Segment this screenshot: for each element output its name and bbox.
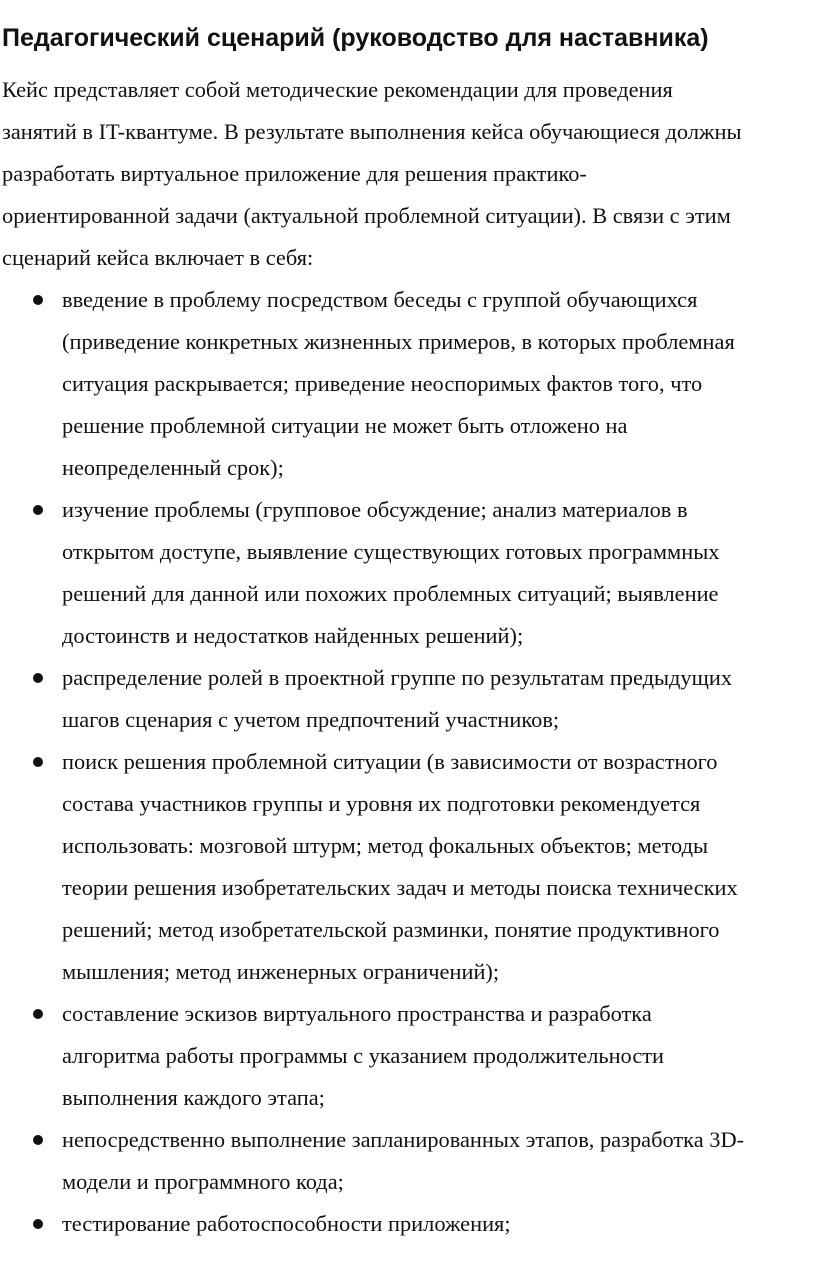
bullet-item-3 (2, 657, 816, 741)
intro-paragraph (2, 69, 816, 279)
intro-line: занятий в IT-квантуме. В результате выполнения кейса обучающиеся должны (2, 119, 742, 144)
bullet-line: использовать: мозговой штурм; метод фокальных объектов; методы (62, 833, 709, 858)
bullet-line: (приведение конкретных жизненных примеров, в которых проблемная (62, 329, 735, 354)
bullet-line: решение проблемной ситуации не может быть отложено на (62, 413, 628, 438)
bullet-line: распределение ролей в проектной группе по результатам предыдущих (62, 665, 733, 690)
bullet-dot-icon (33, 1135, 43, 1145)
bullet-line: открытом доступе, выявление существующих готовых программных (62, 539, 720, 564)
bullet-line: решений для данной или похожих проблемных ситуаций; выявление (62, 581, 719, 606)
bullet-dot-icon (33, 1219, 43, 1229)
bullet-dot-icon (33, 673, 43, 683)
bullet-line: теории решения изобретательских задач и методы поиска технических (62, 875, 738, 900)
bullet-line: поиск решения проблемной ситуации (в зависимости от возрастного (62, 749, 718, 774)
bullet-line: составление эскизов виртуального пространства и разработка (62, 1001, 652, 1026)
bullet-line: неопределенный срок); (62, 455, 284, 480)
document-heading: Педагогический сценарий (руководство для наставника) (2, 24, 709, 52)
bullet-line: модели и программного кода; (62, 1169, 344, 1194)
bullet-item-2 (2, 489, 816, 657)
bullet-line: непосредственно выполнение запланированных этапов, разработка 3D- (62, 1127, 745, 1152)
bullet-dot-icon (33, 1009, 43, 1019)
bullet-line: ситуация раскрывается; приведение неоспоримых фактов того, что (62, 371, 703, 396)
bullet-line: шагов сценария с учетом предпочтений участников; (62, 707, 560, 732)
bullet-line: состава участников группы и уровня их подготовки рекомендуется (62, 791, 701, 816)
bullet-line: мышления; метод инженерных ограничений); (62, 959, 500, 984)
bullet-line: алгоритма работы программы с указанием продолжительности (62, 1043, 665, 1068)
bullet-dot-icon (33, 295, 43, 305)
intro-line: сценарий кейса включает в себя: (2, 245, 314, 270)
bullet-item-6 (2, 1119, 816, 1203)
bullet-dot-icon (33, 505, 43, 515)
bullet-line: введение в проблему посредством беседы с группой обучающихся (62, 287, 698, 312)
bullet-line: достоинств и недостатков найденных решений); (62, 623, 524, 648)
bullet-line: тестирование работоспособности приложения; (62, 1211, 511, 1236)
bullet-item-7 (2, 1203, 816, 1245)
bullet-line: решений; метод изобретательской разминки, понятие продуктивного (62, 917, 720, 942)
bullet-item-1 (2, 279, 816, 489)
bullet-line: изучение проблемы (групповое обсуждение; анализ материалов в (62, 497, 688, 522)
bullet-dot-icon (33, 757, 43, 767)
intro-line: ориентированной задачи (актуальной проблемной ситуации). В связи с этим (2, 203, 731, 228)
bullet-item-5 (2, 993, 816, 1119)
bullet-list (2, 279, 816, 1245)
intro-line: разработать виртуальное приложение для решения практико- (2, 161, 587, 186)
bullet-line: выполнения каждого этапа; (62, 1085, 325, 1110)
bullet-item-4 (2, 741, 816, 993)
intro-line: Кейс представляет собой методические рекомендации для проведения (2, 77, 673, 102)
